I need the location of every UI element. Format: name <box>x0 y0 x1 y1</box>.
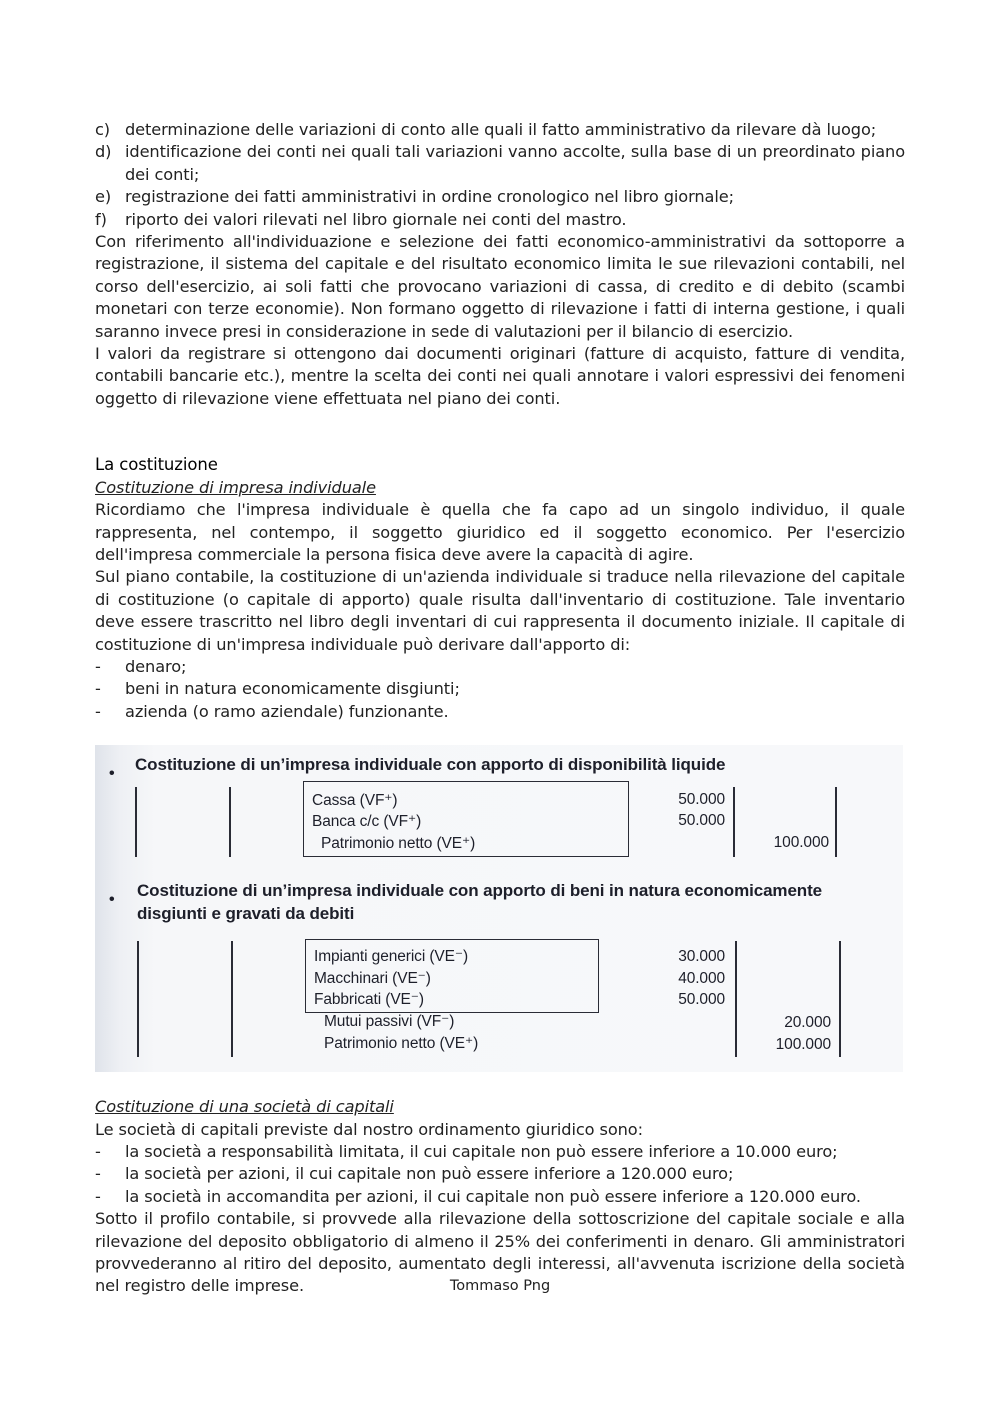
list-item <box>95 141 905 186</box>
intro-list <box>95 119 905 231</box>
account-name: Macchinari (VE⁻) <box>314 970 431 988</box>
credit-amount: 20.000 <box>784 1014 831 1032</box>
list-marker: - <box>95 1186 101 1206</box>
debit-amount: 50.000 <box>678 812 725 830</box>
list-marker: f) <box>95 209 107 229</box>
debit-amount: 50.000 <box>678 991 725 1009</box>
paragraph: Le società di capitali previste dal nostro ordinamento giuridico sono: <box>95 1119 643 1139</box>
paragraph: Sul piano contabile, la costituzione di un'azienda individuale si traduce nella rilevazione del capitale di costituzione (o capitale di apporto) quale risulta dall'inventario di costituzione. Tale inventario deve essere trascritto nel libro degli inventari di cui rappresenta il documento iniziale. Il capitale di costituzione di un'impresa individuale può derivare dall'apporto di: <box>95 567 905 654</box>
list-text: identificazione dei conti nei quali tali variazioni vanno accolte, sulla base di un preordinato piano dei conti; <box>125 142 905 184</box>
ledger-line <box>733 787 735 857</box>
ledger-line <box>835 787 837 857</box>
list-marker: - <box>95 656 101 676</box>
subsection-title: Costituzione di una società di capitali <box>95 1097 394 1117</box>
credit-amount: 100.000 <box>773 834 829 852</box>
list-marker: - <box>95 1164 101 1184</box>
company-types-list <box>95 1141 905 1208</box>
journal-entries-figure <box>95 745 903 1072</box>
debit-amount: 50.000 <box>678 791 725 809</box>
list-text: beni in natura economicamente disgiunti; <box>125 679 460 699</box>
account-name: Patrimonio netto (VE⁺) <box>321 835 476 853</box>
list-marker: e) <box>95 187 112 207</box>
list-text: la società in accomandita per azioni, il cui capitale non può essere inferiore a 120.000 euro. <box>125 1186 861 1206</box>
ledger-line <box>231 941 233 1057</box>
list-marker: - <box>95 1141 101 1161</box>
account-name: Patrimonio netto (VE⁺) <box>324 1035 479 1053</box>
ledger-line <box>839 941 841 1057</box>
list-item <box>95 1141 905 1163</box>
list-marker: - <box>95 701 101 721</box>
list-text: determinazione delle variazioni di conto alle quali il fatto amministrativo da rilevare dà luogo; <box>125 120 877 139</box>
list-item <box>95 1163 905 1185</box>
paragraph: Ricordiamo che l'impresa individuale è quella che fa capo ad un singolo individuo, il quale rappresenta, nel contempo, il soggetto giuridico ed il soggetto economico. Per l'esercizio dell'impresa commerciale la persona fisica deve avere la capacità di agire. <box>95 500 905 564</box>
debit-amount: 30.000 <box>678 948 725 966</box>
list-item <box>95 1186 905 1208</box>
list-item <box>95 656 905 678</box>
document-body <box>95 119 905 1298</box>
ledger-line <box>229 787 231 857</box>
list-text: azienda (o ramo aziendale) funzionante. <box>125 701 449 721</box>
account-name: Impianti generici (VE⁻) <box>314 948 469 966</box>
list-text: registrazione dei fatti amministrativi in ordine cronologico nel libro giornale; <box>125 187 734 207</box>
ledger-line <box>137 941 139 1057</box>
list-item <box>95 186 905 208</box>
list-text: riporto dei valori rilevati nel libro giornale nei conti del mastro. <box>125 209 627 229</box>
list-text: denaro; <box>125 656 187 676</box>
figure-title-2-cont: disgiunti e gravati da debiti <box>137 904 355 924</box>
list-item <box>95 119 905 141</box>
bullet: • <box>109 891 115 909</box>
figure-title-1: Costituzione di un’impresa individuale con apporto di disponibilità liquide <box>135 755 726 775</box>
subsection-title: Costituzione di impresa individuale <box>95 477 376 497</box>
list-item <box>95 209 905 231</box>
account-name: Fabbricati (VE⁻) <box>314 991 424 1009</box>
list-marker: d) <box>95 142 112 162</box>
page-footer: Tommaso Png <box>449 1278 551 1294</box>
account-name: Mutui passivi (VF⁻) <box>324 1013 455 1031</box>
bullet: • <box>109 765 115 783</box>
section-title: La costituzione <box>95 455 218 475</box>
paragraph: Con riferimento all'individuazione e selezione dei fatti economico-amministrativi da sottoporre a registrazione, il sistema del capitale e del risultato economico limita le sue rilevazioni contabili, nel corso dell'esercizio, ai soli fatti che provocano variazioni di cassa, di credito e di debito (scambi monetari con terze economie). Non formano oggetto di rilevazione i fatti di interna gestione, i quali saranno invece presi in considerazione in sede di valutazioni per il bilancio di esercizio. <box>95 232 905 341</box>
account-name: Cassa (VF⁺) <box>312 792 398 810</box>
figure-title-2: Costituzione di un’impresa individuale con apporto di beni in natura economicamente <box>137 881 823 901</box>
paragraph: I valori da registrare si ottengono dai documenti originari (fatture di acquisto, fatture di vendita, contabili bancarie etc.), mentre la scelta dei conti nei quali annotare i valori espressivi dei fenomeni oggetto di rilevazione viene effettuata nel piano dei conti. <box>95 344 905 408</box>
credit-amount: 100.000 <box>775 1036 831 1054</box>
contribution-list <box>95 656 905 723</box>
paragraph: Sotto il profilo contabile, si provvede alla rilevazione della sottoscrizione del capitale sociale e alla rilevazione del deposito obbligatorio di almeno il 25% dei conferimenti in denaro. Gli amministratori provvederanno al ritiro del deposito, aumentato degli interessi, all'avvenuta iscrizione della società nel registro delle imprese. <box>95 1209 905 1296</box>
list-text: la società per azioni, il cui capitale non può essere inferiore a 120.000 euro; <box>125 1164 734 1184</box>
debit-amount: 40.000 <box>678 970 725 988</box>
list-text: la società a responsabilità limitata, il cui capitale non può essere inferiore a 10.000 euro; <box>125 1141 838 1161</box>
account-name: Banca c/c (VF⁺) <box>312 813 422 831</box>
list-marker: c) <box>95 120 111 139</box>
list-item <box>95 678 905 700</box>
ledger-line <box>735 941 737 1057</box>
ledger-line <box>135 787 137 857</box>
list-marker: - <box>95 679 101 699</box>
list-item <box>95 701 905 723</box>
